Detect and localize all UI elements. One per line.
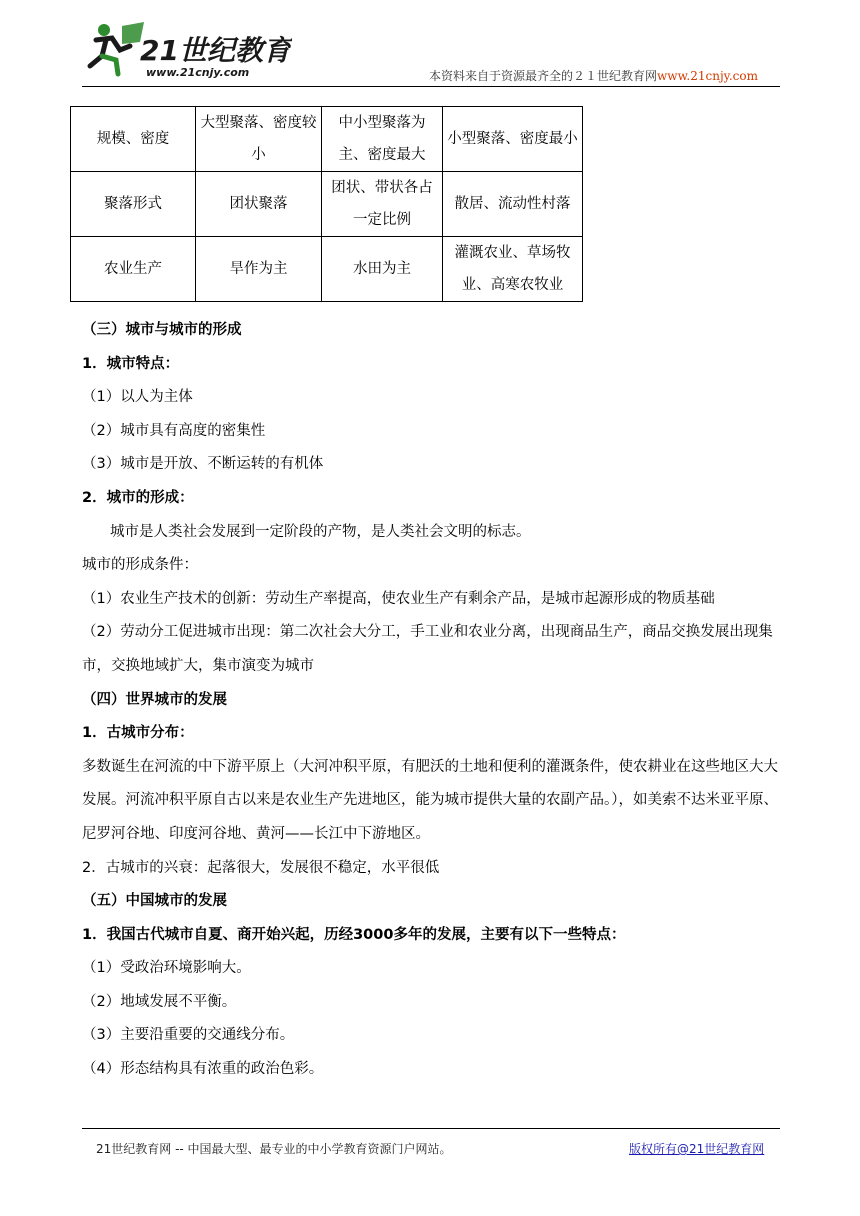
runner-icon [90, 22, 144, 74]
list-item: （2）劳动分工促进城市出现：第二次社会大分工，手工业和农业分离，出现商品生产，商品交换发展出现集市，交换地域扩大，集市演变为城市 [82, 624, 773, 674]
document-body [82, 314, 782, 1087]
table-cell: 水田为主 [322, 237, 443, 302]
footer-text: 21世纪教育网 -- 中国最大型、最专业的中小学教育资源门户网站。 [96, 1142, 452, 1156]
paragraph: 城市的形成条件： [82, 557, 198, 574]
table-cell: 小型聚落、密度最小 [443, 107, 583, 172]
logo-text: 21世纪教育 [140, 34, 291, 67]
paragraph: 2．古城市的兴衰：起落很大，发展很不稳定，水平很低 [82, 859, 440, 876]
settlement-comparison-table [70, 106, 583, 302]
table-cell: 农业生产 [71, 237, 196, 302]
paragraph: 城市是人类社会发展到一定阶段的产物，是人类社会文明的标志。 [110, 523, 531, 540]
list-item: （2）地域发展不平衡。 [82, 993, 237, 1010]
table-cell: 团状、带状各占一定比例 [322, 172, 443, 237]
paragraph: 多数诞生在河流的中下游平原上（大河冲积平原，有肥沃的土地和便利的灌溉条件，使农耕业在这些地区大大发展。河流冲积平原自古以来是农业生产先进地区，能为城市提供大量的农副产品。），如美索不达米亚平原、尼罗河谷地、印度河谷地、黄河——长江中下游地区。 [82, 758, 778, 842]
list-item: （1）农业生产技术的创新：劳动生产率提高，使农业生产有剩余产品，是城市起源形成的物质基础 [82, 590, 715, 607]
subsection-heading: 1．古城市分布： [82, 725, 194, 742]
logo-url-text: www.21cnjy.com [146, 66, 250, 79]
copyright-link[interactable]: 版权所有@21世纪教育网 [629, 1142, 765, 1156]
table-row [71, 172, 583, 237]
site-logo[interactable] [82, 20, 292, 82]
table-row [71, 107, 583, 172]
table-cell: 散居、流动性村落 [443, 172, 583, 237]
table-cell: 团状聚落 [196, 172, 322, 237]
page-header [82, 20, 780, 88]
list-item: （1）受政治环境影响大。 [82, 960, 251, 977]
table-cell: 灌溉农业、草场牧业、高寒农牧业 [443, 237, 583, 302]
section-heading: （三）城市与城市的形成 [82, 322, 242, 338]
list-item: （2）城市具有高度的密集性 [82, 422, 266, 439]
subsection-heading: 1．城市特点： [82, 355, 180, 372]
table-cell: 聚落形式 [71, 172, 196, 237]
list-item: （4）形态结构具有浓重的政治色彩。 [82, 1061, 324, 1078]
table-cell: 旱作为主 [196, 237, 322, 302]
header-url-link[interactable]: www.21cnjy.com [657, 69, 758, 83]
table-row [71, 237, 583, 302]
list-item: （3）主要沿重要的交通线分布。 [82, 1027, 295, 1044]
section-heading: （五）中国城市的发展 [82, 893, 227, 910]
header-divider [82, 86, 780, 87]
header-source-text: 本资料来自于资源最齐全的２１世纪教育网www.21cnjy.com [429, 69, 758, 83]
table-cell: 大型聚落、密度较小 [196, 107, 322, 172]
table-cell: 规模、密度 [71, 107, 196, 172]
footer-divider [82, 1128, 780, 1129]
subsection-heading: 2．城市的形成： [82, 489, 194, 506]
table-cell: 中小型聚落为主、密度最大 [322, 107, 443, 172]
list-item: （3）城市是开放、不断运转的有机体 [82, 456, 324, 473]
list-item: （1）以人为主体 [82, 389, 193, 406]
section-heading: （四）世界城市的发展 [82, 691, 227, 708]
subsection-heading: 1．我国古代城市自夏、商开始兴起，历经3000多年的发展，主要有以下一些特点： [82, 926, 626, 943]
